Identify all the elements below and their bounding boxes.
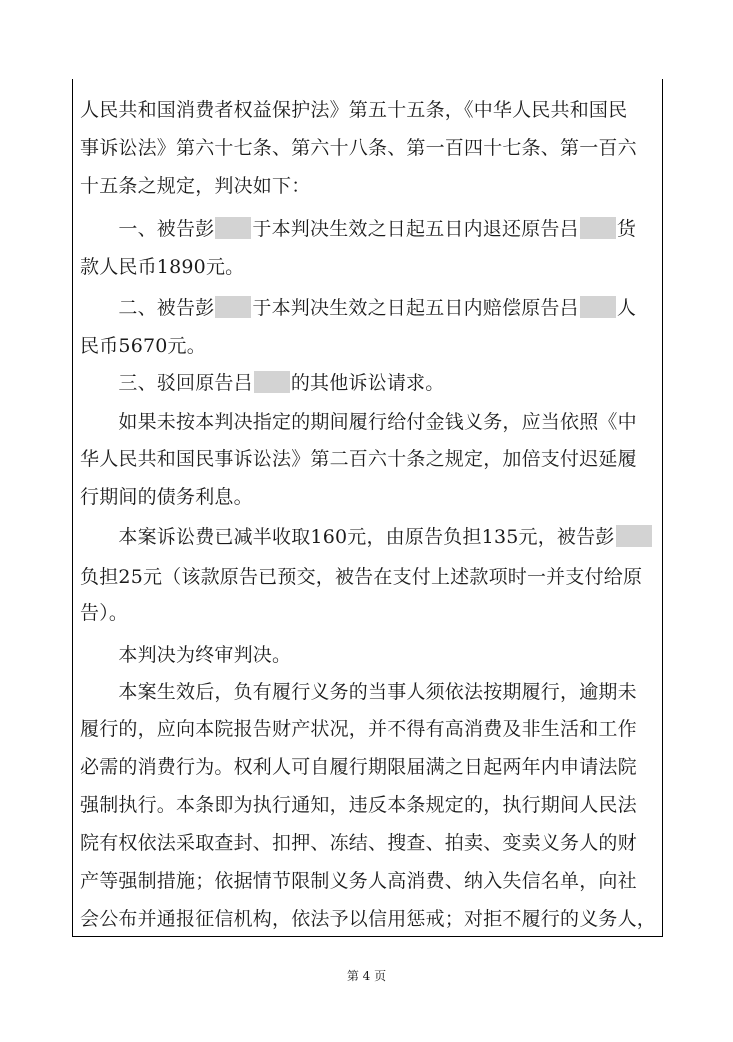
redaction-block <box>616 525 652 547</box>
text-line <box>80 480 656 514</box>
text-segment: 履行的，应向本院报告财产状况，并不得有高消费及非生活和工作 <box>80 718 637 740</box>
page-number: 第 4 页 <box>346 969 387 983</box>
text-line <box>80 712 656 746</box>
text-line <box>80 560 656 594</box>
text-segment: 事诉讼法》第六十七条、第六十八条、第一百四十七条、第一百六 <box>80 137 637 159</box>
redaction-block <box>215 217 251 239</box>
text-segment: 本判决为终审判决。 <box>80 644 292 666</box>
text-segment: 行期间的债务利息。 <box>80 486 253 508</box>
text-line <box>80 291 656 325</box>
text-line <box>80 826 656 860</box>
redaction-block <box>580 296 616 318</box>
text-line <box>80 250 656 284</box>
text-line <box>80 442 656 476</box>
text-segment: 于本判决生效之日起五日内退还原告吕 <box>252 218 579 240</box>
text-segment: 一、被告彭 <box>80 218 215 240</box>
text-line <box>80 902 656 936</box>
text-segment: 产等强制措施；依据情节限制义务人高消费、纳入失信名单，向社 <box>80 870 637 892</box>
text-line <box>80 750 656 784</box>
text-segment: 货 <box>616 218 637 240</box>
text-segment: 告）。 <box>80 602 129 624</box>
text-segment: 三、驳回原告吕 <box>80 372 253 394</box>
text-line <box>80 329 656 363</box>
text-line <box>80 788 656 822</box>
text-segment: 民币5670元。 <box>80 335 206 357</box>
text-line <box>80 93 656 127</box>
text-segment: 十五条之规定，判决如下： <box>80 175 311 197</box>
text-line <box>80 596 656 630</box>
text-segment: 华人民共和国民事诉讼法》第二百六十条之规定，加倍支付迟延履 <box>80 448 637 470</box>
text-segment: 必需的消费行为。权利人可自履行期限届满之日起两年内申请法院 <box>80 756 637 778</box>
redaction-block <box>580 217 616 239</box>
text-segment: 人 <box>616 297 637 319</box>
text-line <box>80 864 656 898</box>
text-segment: 负担25元（该款原告已预交，被告在支付上述款项时一并支付给原 <box>80 566 643 588</box>
redaction-block <box>254 371 290 393</box>
text-segment: 如果未按本判决指定的期间履行给付金钱义务，应当依照《中 <box>80 411 637 433</box>
text-line <box>80 675 656 709</box>
text-line <box>80 131 656 165</box>
text-segment: 强制执行。本条即为执行通知，违反本条规定的，执行期间人民法 <box>80 794 637 816</box>
text-segment: 院有权依法采取查封、扣押、冻结、搜查、拍卖、变卖义务人的财 <box>80 832 637 854</box>
text-segment: 人民共和国消费者权益保护法》第五十五条，《中华人民共和国民 <box>80 99 628 121</box>
text-segment: 的其他诉讼请求。 <box>290 372 445 394</box>
text-line <box>80 520 656 554</box>
text-segment: 于本判决生效之日起五日内赔偿原告吕 <box>252 297 579 319</box>
text-line <box>80 366 656 400</box>
text-line <box>80 212 656 246</box>
text-line <box>80 638 656 672</box>
text-segment: 款人民币1890元。 <box>80 256 245 278</box>
text-segment: 本案生效后，负有履行义务的当事人须依法按期履行，逾期未 <box>80 681 637 703</box>
text-segment: 二、被告彭 <box>80 297 215 319</box>
text-line <box>80 169 656 203</box>
text-line <box>80 405 656 439</box>
text-segment: 会公布并通报征信机构，依法予以信用惩戒；对拒不履行的义务人， <box>80 908 657 930</box>
text-segment: 本案诉讼费已减半收取160元，由原告负担135元，被告彭 <box>80 526 615 548</box>
redaction-block <box>215 296 251 318</box>
